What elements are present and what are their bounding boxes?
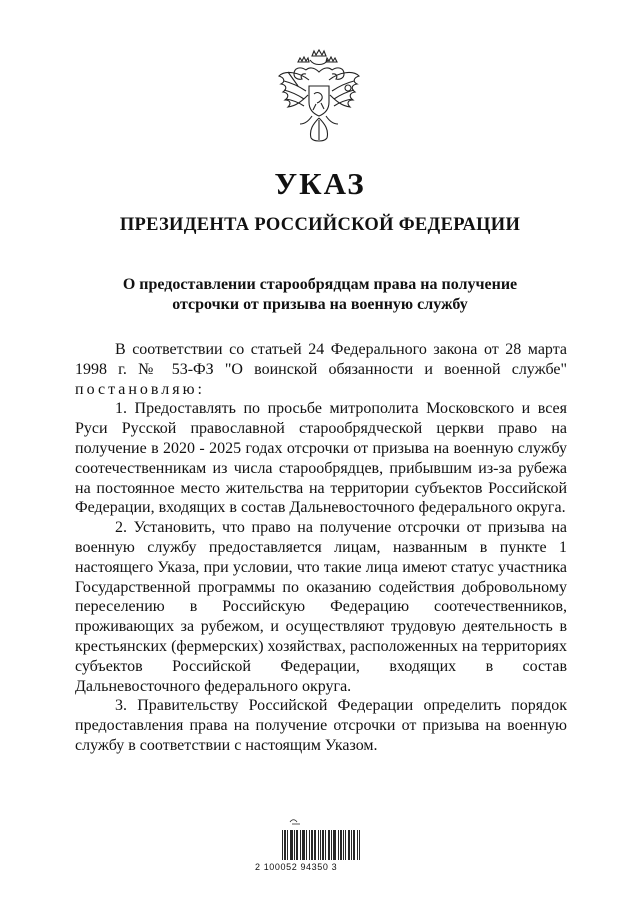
paragraph-3: 3. Правительству Российской Федерации определить порядок предоставления права на получение отсрочки от призыва на военную службу в соответствии с настоящим Указом. <box>75 697 567 754</box>
intro-paragraph <box>75 340 567 399</box>
paragraph-2: 2. Установить, что право на получение отсрочки от призыва на военную службу предоставляется лицам, названным в пункте 1 настоящего Указа, при условии, что такие лица имеют статус участника Государственной программы по оказанию содействия добровольному переселению в Российскую Федерацию соотечественников, проживающих за рубежом, и осуществляют трудовую деятельность в крестьянских (фермерских) хозяйствах, расположенных на территориях субъектов Российской Федерации, входящих в состав Дальневосточного федерального округа. <box>75 519 567 695</box>
decree-keyword: постановляю: <box>75 380 205 398</box>
decree-heading: УКАЗ <box>274 166 366 201</box>
issuer-subheading: ПРЕЗИДЕНТА РОССИЙСКОЙ ФЕДЕРАЦИИ <box>119 215 521 235</box>
paragraph-1: 1. Предоставлять по просьбе митрополита Московского и всея Руси Русской православной старообрядческой церкви право на получение в 2020 - 2025 годах отсрочки от призыва на военную службу соотечественникам из числа старообрядцев, прибывшим из-за рубежа на постоянное место жительства на территории субъектов Российской Федерации, входящих в состав Дальневосточного федерального округа. <box>75 400 567 517</box>
document-body <box>75 340 567 756</box>
document-title <box>70 275 570 314</box>
intro-text: В соответствии со статьей 24 Федерального закона от 28 марта 1998 г. № 53-ФЗ "О воинской обязанности и военной службе" <box>75 341 567 378</box>
document-title-line: отсрочки от призыва на военную службу <box>172 295 468 313</box>
document-title-line: О предоставлении старообрядцам права на получение <box>122 276 518 293</box>
coat-of-arms-icon <box>276 48 362 148</box>
barcode-number: 2 100052 94350 3 <box>255 862 338 872</box>
